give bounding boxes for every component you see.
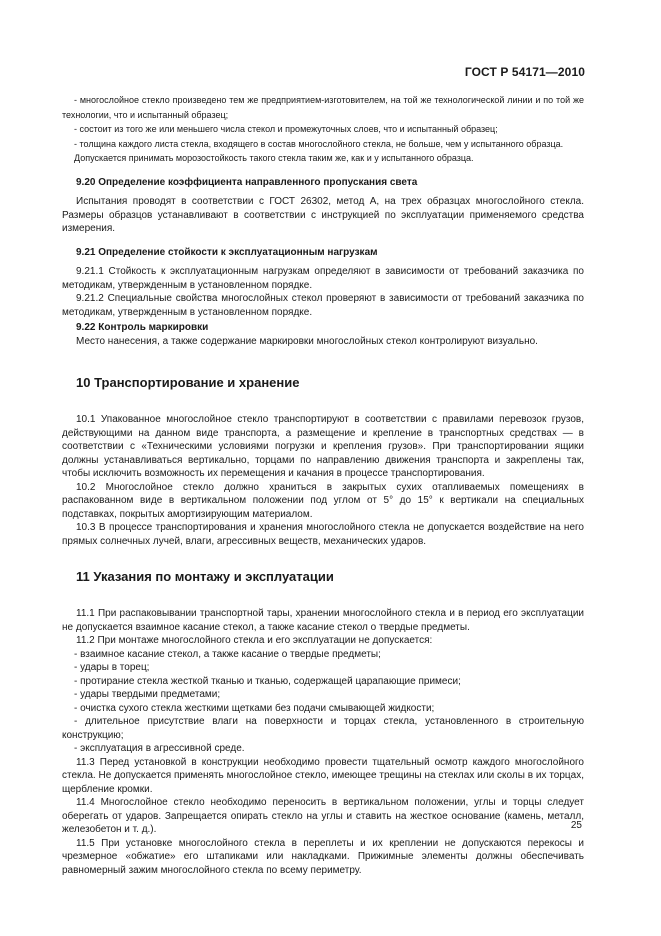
document-id: ГОСТ Р 54171—2010 <box>464 65 585 79</box>
page-number: 25 <box>570 820 582 831</box>
section-heading-11: 11 Указания по монтажу и эксплуатации <box>76 569 334 584</box>
list-item: - удары в торец; <box>74 662 150 673</box>
section-heading-10: 10 Транспортирование и хранение <box>76 375 300 390</box>
paragraph-11-2: 11.2 При монтаже многослойного стекла и его эксплуатации не допускается: <box>76 635 433 646</box>
list-item: - эксплуатация в агрессивной среде. <box>74 743 245 754</box>
list-item: - очистка сухого стекла жесткими щетками без подачи смывающей жидкости; <box>74 702 435 714</box>
paragraph-11-4: 11.4 Многослойное стекло необходимо переносить в вертикальном положении, углы и торцы следует оберегать от ударов. Запрещается опирать стекло на углы и ставить на жесткое основание (камень, металл, железобетон и т. д.). <box>62 797 584 835</box>
paragraph-9-22: Место нанесения, а также содержание маркировки многослойных стекол контролируют визуально. <box>76 335 538 347</box>
list-item: - длительное присутствие влаги на поверхности и торцах стекла, установленного в строительную конструкцию; <box>62 716 584 741</box>
paragraph-9-20: Испытания проводят в соответствии с ГОСТ 26302, метод А, на трех образцах многослойного стекла. Размеры образцов устанавливают в соответствии с инструкцией по эксплуатации применяемого средства измерения. <box>62 196 584 234</box>
document-body <box>62 93 584 877</box>
paragraph-11-5: 11.5 При установке многослойного стекла в переплеты и их креплении не допускаются перекосы и чрезмерное «обжатие» его штапиками или накладками. Прижимные элементы должны обеспечивать равномерный зажим многослойного стекла по всему периметру. <box>62 837 584 876</box>
intro-item: - многослойное стекло произведено тем же предприятием-изготовителем, на той же технологической линии и по той же технологии, что и испытанный образец; <box>62 95 584 120</box>
list-item: - удары твердыми предметами; <box>74 689 221 700</box>
subsection-heading-9-21: 9.21 Определение стойкости к эксплуатационным нагрузкам <box>76 246 378 258</box>
paragraph-10-1: 10.1 Упакованное многослойное стекло транспортируют в соответствии с правилами перевозок грузов, действующими на данном виде транспорта, а размещение и крепление в транспортных средствах — в соответствии с «Техническими условиями погрузки и крепления грузов». При транспортировании ящики должны устанавливаться вертикально, торцами по направлению движения транспорта и закреплены так, чтобы исключить возможность их перемещения и качания в процессе транспортирования. <box>62 414 584 479</box>
paragraph-10-3: 10.3 В процессе транспортирования и хранения многослойного стекла не допускается воздействие на него прямых солнечных лучей, влаги, агрессивных веществ, механических ударов. <box>62 522 584 547</box>
intro-item: - состоит из того же или меньшего числа стекол и промежуточных слоев, что и испытанный образец; <box>74 124 498 134</box>
subsection-heading-9-22: 9.22 Контроль маркировки <box>76 322 209 333</box>
paragraph-11-3: 11.3 Перед установкой в конструкции необходимо провести тщательный осмотр каждого многослойного стекла. Не допускается применять многослойное стекло, имеющее трещины на стеклах или сколы в их торцах, щербление кромки. <box>62 756 584 795</box>
list-item: - протирание стекла жесткой тканью и тканью, содержащей царапающие примеси; <box>74 675 461 687</box>
subsection-heading-9-20: 9.20 Определение коэффициента направленного пропускания света <box>76 176 418 188</box>
list-item: - взаимное касание стекол, а также касание о твердые предметы; <box>74 648 381 660</box>
paragraph-10-2: 10.2 Многослойное стекло должно храниться в закрытых сухих отапливаемых помещениях в распакованном виде в вертикальном положении под углом от 5° до 15° к вертикали на специальных подставках, покрытых амортизирующим материалом. <box>62 481 584 520</box>
intro-note: Допускается принимать морозостойкость такого стекла таким же, как и у испытанного образца. <box>74 153 474 163</box>
paragraph-11-1: 11.1 При распаковывании транспортной тары, хранении многослойного стекла и в период его эксплуатации не допускается взаимное касание стекол, а также касание стекол о твердые предметы. <box>62 608 584 633</box>
paragraph-9-21-1: 9.21.1 Стойкость к эксплуатационным нагрузкам определяют в зависимости от требований заказчика по методикам, утвержденным в установленном порядке. <box>62 266 584 291</box>
intro-item: - толщина каждого листа стекла, входящего в состав многослойного стекла, не больше, чем у испытанного образца. <box>74 138 564 149</box>
paragraph-9-21-2: 9.21.2 Специальные свойства многослойных стекол проверяют в зависимости от требований заказчика по методикам, утвержденным в установленном порядке. <box>62 293 584 318</box>
